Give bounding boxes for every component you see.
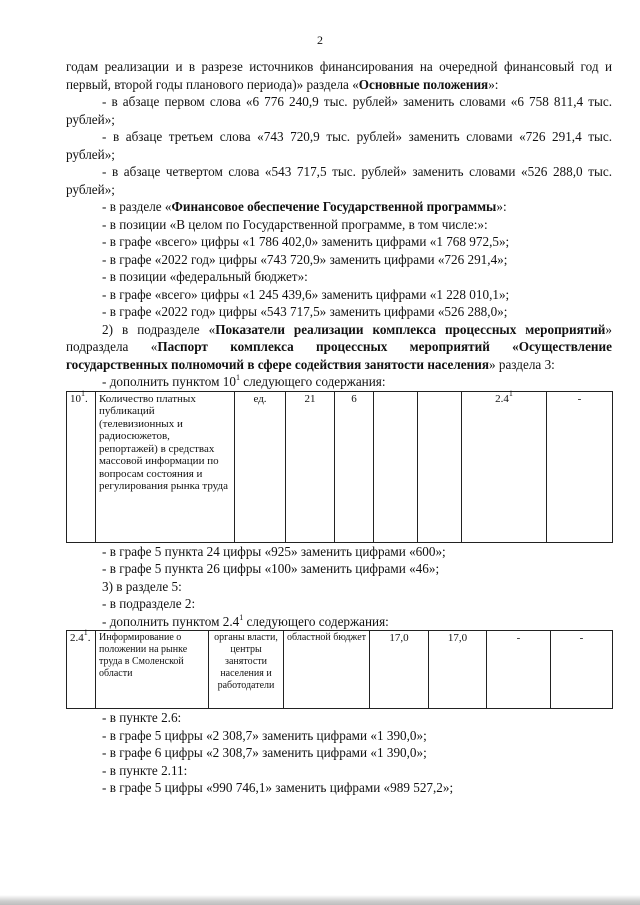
intro-text-2: »: [488, 76, 499, 92]
table-row [67, 631, 613, 709]
cell-value-3 [374, 391, 418, 542]
cell-value-4 [418, 391, 462, 542]
line-c-0: - в пункте 2.6: [102, 710, 182, 725]
cell-number [67, 388, 96, 542]
cell-indicator-name: Количество платных публикаций (телевизионных и радиосюжетов, репортажей) в средствах массовой информации по вопросам состояния и регулирования рынка труда [96, 391, 235, 542]
cell-year-2: - [487, 631, 551, 709]
line-b-1: - в графе 5 пункта 26 цифры «100» заменить цифрами «46»; [102, 561, 440, 576]
amendment-abzac-4: - в абзаце четвертом слова «543 717,5 тыс. рублей» заменить словами «526 288,0 тыс. рублей»; [66, 164, 612, 197]
line-a-4: - в графе «всего» цифры «1 245 439,6» заменить цифрами «1 228 010,1»; [102, 286, 510, 302]
intro-bold-title: Основные положения [358, 76, 489, 92]
item-2-text-2: » подраздела « [66, 321, 612, 354]
add-1-post: следующего содержания: [239, 374, 386, 389]
cell-reference-sup: 1 [508, 388, 513, 398]
cell-number-text: 2.4 [70, 632, 84, 644]
cell-value-2: 6 [335, 391, 374, 542]
line-b-0: - в графе 5 пункта 24 цифры «925» заменить цифрами «600»; [102, 543, 446, 559]
cell-number-dot: . [85, 392, 88, 405]
amendment-abzac-1: - в абзаце первом слова «6 776 240,9 тыс. рублей» заменить словами «6 758 811,4 тыс. рублей»; [66, 94, 612, 127]
intro-text-1: годам реализации и в разрезе источников финансирования на очередной финансовый год и первый, второй годы планового периода)» раздела « [66, 59, 612, 92]
line-c-1: - в графе 5 цифры «2 308,7» заменить цифрами «1 390,0»; [102, 727, 427, 743]
page-number: 2 [317, 33, 323, 47]
cell-number-dot: . [87, 632, 91, 644]
add-2-pre: - дополнить пунктом 2.4 [102, 613, 240, 629]
add-point-2-4-1-line [66, 613, 612, 631]
add-2-post: следующего содержания: [243, 613, 389, 629]
cell-total: 17,0 [370, 631, 429, 709]
line-c-2: - в графе 6 цифры «2 308,7» заменить цифрами «1 390,0»; [102, 745, 427, 760]
section-finance-post: »: [496, 199, 507, 214]
line-a-2: - в графе «2022 год» цифры «743 720,9» заменить цифрами «726 291,4»; [102, 251, 508, 267]
line-c-4: - в графе 5 цифры «990 746,1» заменить цифрами «989 527,2»; [102, 780, 454, 795]
item-2-text-1: 2) в подразделе « [102, 321, 216, 337]
cell-reference [462, 388, 547, 542]
cell-funding-source: областной бюджет [284, 631, 370, 709]
line-b-2: 3) в разделе 5: [102, 578, 182, 594]
line-a-5: - в графе «2022 год» цифры «543 717,5» заменить цифрами «526 288,0»; [102, 304, 508, 319]
cell-value-1: 21 [286, 391, 335, 542]
item-2-bold-2: Паспорт комплекса процессных мероприятий «Осуществление государственных полномочий в сфере содействия занятости населения [66, 339, 612, 372]
cell-last: - [547, 391, 613, 542]
line-a-3: - в позиции «федеральный бюджет»: [102, 269, 308, 284]
cell-number [67, 628, 96, 709]
add-point-10-1-line [66, 373, 612, 391]
table-indicator-10-1 [66, 388, 613, 543]
line-c-3: - в пункте 2.11: [102, 762, 188, 778]
item-2-bold-1: Показатели реализации комплекса процессных мероприятий [215, 321, 606, 337]
item-2-text-3: » раздела 3: [488, 356, 555, 372]
section-finance-pre: - в разделе « [102, 199, 172, 214]
section-finance-title: Финансовое обеспечение Государственной программы [171, 199, 497, 214]
cell-measure-name: Информирование о положении на рынке труда в Смоленской области [96, 631, 209, 709]
line-b-3: - в подразделе 2: [102, 596, 196, 611]
cell-unit: ед. [235, 391, 286, 542]
section-finance-line [66, 198, 612, 216]
document-body [66, 58, 612, 797]
table-measure-2-4-1 [66, 630, 613, 709]
item-2-paragraph [66, 321, 612, 374]
intro-paragraph [66, 58, 612, 93]
cell-year-3: - [551, 631, 613, 709]
cell-year-1: 17,0 [429, 631, 487, 709]
scan-bottom-edge [0, 895, 640, 905]
line-a-1: - в графе «всего» цифры «1 786 402,0» заменить цифрами «1 768 972,5»; [102, 234, 510, 249]
cell-executor: органы власти, центры занятости населения и работодатели [209, 631, 284, 709]
table-row [67, 391, 613, 542]
cell-number-sup: 1 [81, 388, 85, 398]
add-2-sup: 1 [239, 612, 244, 622]
line-a-0: - в позиции «В целом по Государственной программе, в том числе:»: [102, 216, 488, 232]
cell-number-text: 10 [70, 392, 81, 405]
cell-reference-text: 2.4 [495, 392, 509, 405]
amendment-abzac-3: - в абзаце третьем слова «743 720,9 тыс. рублей» заменить словами «726 291,4 тыс. рублей»; [66, 129, 612, 162]
cell-number-sup: 1 [83, 628, 88, 637]
add-1-sup: 1 [235, 373, 240, 382]
add-1-pre: - дополнить пунктом 10 [102, 374, 236, 389]
